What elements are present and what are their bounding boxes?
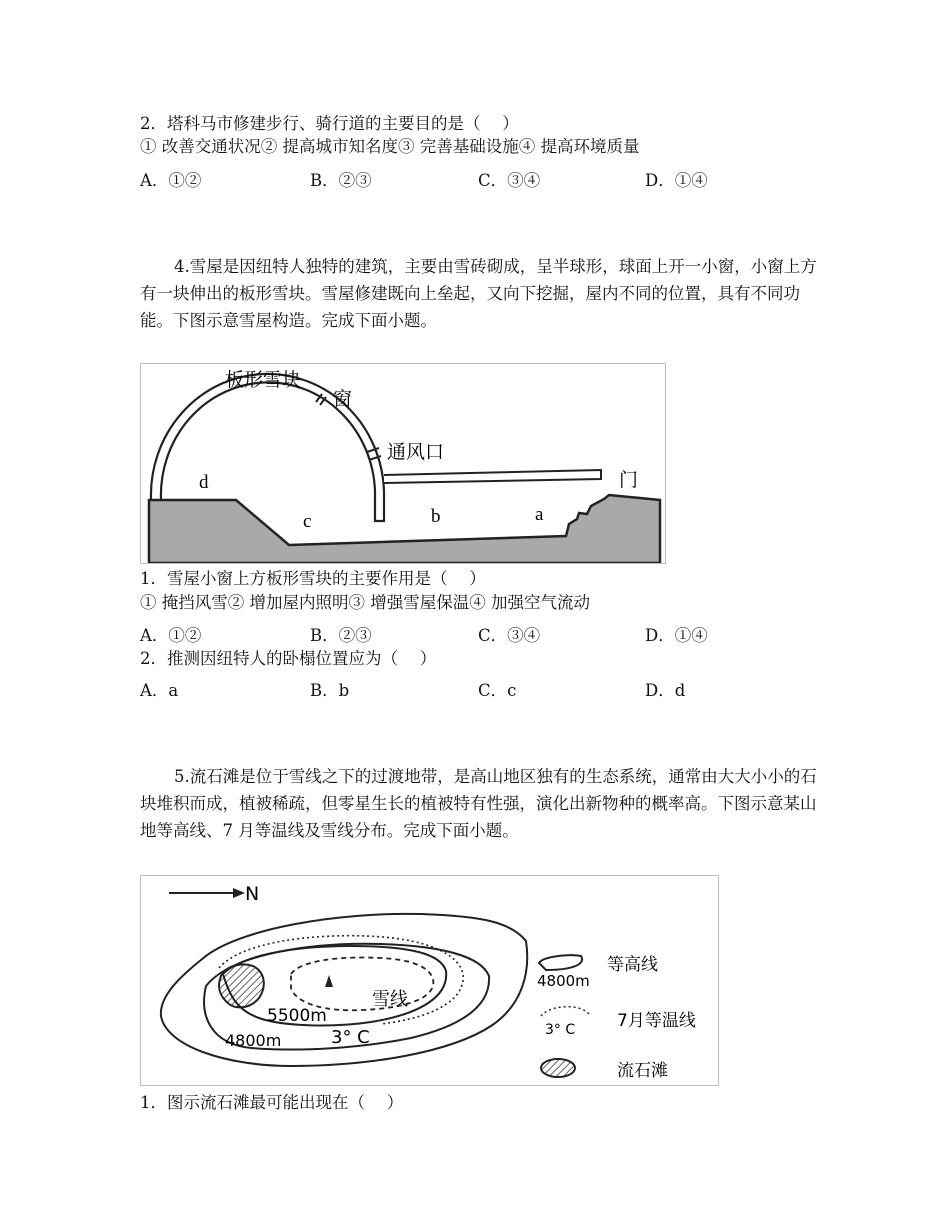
north-label: N — [245, 883, 260, 905]
question-2-items: ① 改善交通状况② 提高城市知名度③ 完善基础设施④ 提高环境质量 — [140, 137, 640, 156]
label-b: b — [431, 506, 441, 527]
elev-5500-label: 5500m — [267, 1006, 327, 1026]
label-d: d — [199, 472, 209, 493]
option-a[interactable]: A．a — [140, 681, 179, 700]
elev-4800-label: 4800m — [225, 1031, 282, 1050]
option-b[interactable]: B．②③ — [310, 171, 372, 190]
mountain-figure — [140, 875, 719, 1086]
option-d[interactable]: D．d — [645, 681, 686, 700]
question-4-1-options — [140, 622, 840, 644]
rock-debris-area — [219, 964, 264, 1007]
tunnel-roof — [384, 470, 601, 483]
option-b[interactable]: B．②③ — [310, 626, 372, 645]
snowline-label: 雪线 — [372, 989, 408, 1010]
legend-debris-label: 流石滩 — [617, 1061, 668, 1081]
label-door: 门 — [619, 469, 639, 491]
question-2-options — [140, 167, 840, 189]
question-4-1-stem: 1．雪屋小窗上方板形雪块的主要作用是（ ） — [140, 569, 486, 588]
legend-isotherm-sample: 3° C — [545, 1022, 576, 1038]
label-c: c — [303, 511, 312, 532]
peak-icon — [325, 975, 333, 987]
ground — [149, 495, 660, 563]
legend-isotherm-icon — [541, 1007, 589, 1016]
question-4-2-stem: 2．推测因纽特人的卧榻位置应为（ ） — [140, 649, 437, 668]
legend-debris-icon — [541, 1059, 575, 1077]
section-4-intro: 4.雪屋是因纽特人独特的建筑，主要由雪砖砌成，呈半球形，球面上开一小窗，小窗上方有一块伸出的板形雪块。雪屋修建既向上垒起，又向下挖掘，屋内不同的位置，具有不同功能。下图示意雪屋构造。完成下面小题。 — [140, 257, 817, 330]
legend-contour-label: 等高线 — [607, 955, 658, 975]
legend-contour-icon — [539, 955, 582, 970]
label-board: 板形雪块 — [225, 369, 302, 391]
option-c[interactable]: C．③④ — [478, 171, 541, 190]
label-vent: 通风口 — [387, 441, 445, 463]
north-arrow-icon — [233, 888, 245, 898]
snowline — [291, 958, 433, 1011]
legend-isotherm-label: 7月等温线 — [617, 1011, 696, 1031]
label-a: a — [535, 504, 544, 525]
label-window: 窗 — [333, 388, 353, 410]
option-a[interactable]: A．①② — [140, 171, 202, 190]
option-d[interactable]: D．①④ — [645, 171, 708, 190]
option-b[interactable]: B．b — [310, 681, 350, 700]
temp-label: 3° C — [331, 1027, 370, 1048]
option-c[interactable]: C．c — [478, 681, 517, 700]
question-4-1-items: ① 掩挡风雪② 增加屋内照明③ 增强雪屋保温④ 加强空气流动 — [140, 593, 590, 612]
question-2-stem: 2．塔科马市修建步行、骑行道的主要目的是（ ） — [140, 114, 519, 133]
option-c[interactable]: C．③④ — [478, 626, 541, 645]
section-5-intro: 5.流石滩是位于雪线之下的过渡地带，是高山地区独有的生态系统，通常由大大小小的石块堆积而成，植被稀疏，但零星生长的植被特有性强，演化出新物种的概率高。下图示意某山地等高线、7 月等温线及雪线分布。完成下面小题。 — [140, 767, 817, 840]
igloo-figure — [140, 363, 666, 564]
question-5-1-stem: 1．图示流石滩最可能出现在（ ） — [140, 1093, 404, 1112]
question-4-2-options — [140, 677, 840, 699]
option-a[interactable]: A．①② — [140, 626, 202, 645]
option-d[interactable]: D．①④ — [645, 626, 708, 645]
legend-contour-sample: 4800m — [537, 972, 590, 990]
